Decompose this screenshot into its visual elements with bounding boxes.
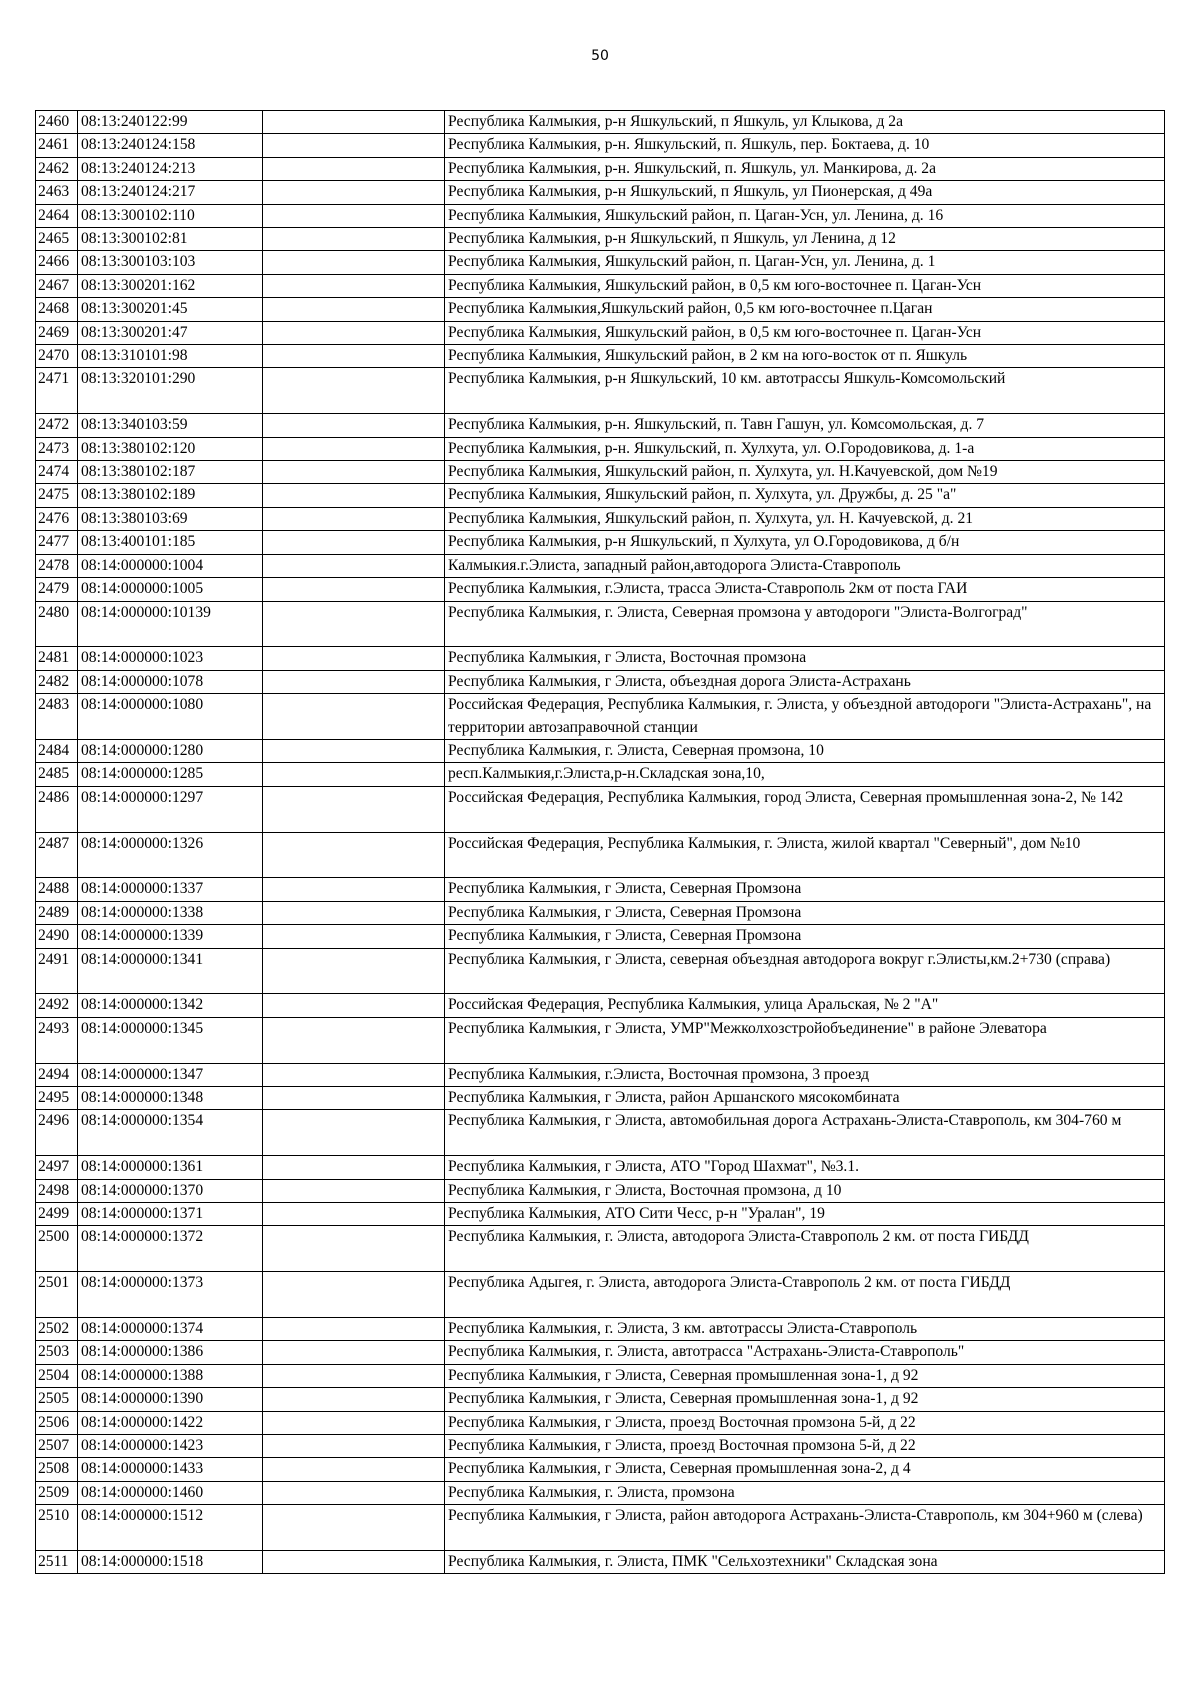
empty-cell [263,345,445,368]
row-number-cell: 2504 [36,1364,78,1387]
table-row [36,925,1165,948]
empty-cell [263,1388,445,1411]
address-cell: Республика Калмыкия, г Элиста, Северная промышленная зона-1, д 92 [445,1388,1165,1411]
table-row [36,321,1165,344]
empty-cell [263,414,445,437]
row-number-cell: 2484 [36,739,78,762]
table-row [36,832,1165,878]
table-row [36,994,1165,1017]
table-row [36,274,1165,297]
empty-cell [263,1505,445,1551]
empty-cell [263,1341,445,1364]
address-cell: Республика Калмыкия, г Элиста, район Аршанского мясокомбината [445,1086,1165,1109]
row-number-cell: 2491 [36,948,78,994]
table-row [36,901,1165,924]
address-cell: Республика Калмыкия, Яшкульский район, п. Хулхута, ул. Н.Качуевской, дом №19 [445,461,1165,484]
cadastral-number-cell: 08:14:000000:1361 [78,1156,263,1179]
cadastral-number-cell: 08:13:380102:187 [78,461,263,484]
empty-cell [263,507,445,530]
address-cell: Республика Калмыкия, г Элиста, Восточная промзона, д 10 [445,1179,1165,1202]
row-number-cell: 2510 [36,1505,78,1551]
empty-cell [263,134,445,157]
empty-cell [263,437,445,460]
address-cell: Республика Калмыкия, г Элиста, Северная промышленная зона-2, д 4 [445,1458,1165,1481]
address-cell: Калмыкия.г.Элиста, западный район,автодорога Элиста-Ставрополь [445,554,1165,577]
table-row [36,228,1165,251]
address-cell: Республика Калмыкия, р-н Яшкульский, п Хулхута, ул О.Городовикова, д б/н [445,531,1165,554]
row-number-cell: 2486 [36,786,78,832]
cadastral-number-cell: 08:14:000000:1433 [78,1458,263,1481]
table-row [36,134,1165,157]
table-row [36,601,1165,647]
table-row [36,1364,1165,1387]
table-row [36,1341,1165,1364]
cadastral-number-cell: 08:13:340103:59 [78,414,263,437]
row-number-cell: 2497 [36,1156,78,1179]
cadastral-number-cell: 08:14:000000:1339 [78,925,263,948]
row-number-cell: 2460 [36,111,78,134]
empty-cell [263,368,445,414]
empty-cell [263,694,445,740]
cadastral-number-cell: 08:14:000000:1280 [78,739,263,762]
cadastral-number-cell: 08:14:000000:1371 [78,1202,263,1225]
empty-cell [263,948,445,994]
table-row [36,948,1165,994]
empty-cell [263,181,445,204]
cadastral-number-cell: 08:14:000000:1460 [78,1481,263,1504]
row-number-cell: 2462 [36,157,78,180]
address-cell: Республика Калмыкия, р-н. Яшкульский, п. Яшкуль, пер. Боктаева, д. 10 [445,134,1165,157]
empty-cell [263,1551,445,1574]
row-number-cell: 2477 [36,531,78,554]
cadastral-number-cell: 08:13:380102:189 [78,484,263,507]
cadastral-number-cell: 08:13:380102:120 [78,437,263,460]
address-cell: Республика Калмыкия, Яшкульский район, в 0,5 км юго-восточнее п. Цаган-Усн [445,274,1165,297]
empty-cell [263,1086,445,1109]
table-row [36,437,1165,460]
cadastral-number-cell: 08:14:000000:1326 [78,832,263,878]
empty-cell [263,1481,445,1504]
address-cell: Республика Калмыкия, г. Элиста, Северная промзона, 10 [445,739,1165,762]
row-number-cell: 2475 [36,484,78,507]
cadastral-number-cell: 08:14:000000:1374 [78,1317,263,1340]
address-cell: Республика Калмыкия, р-н. Яшкульский, п. Хулхута, ул. О.Городовикова, д. 1-а [445,437,1165,460]
row-number-cell: 2505 [36,1388,78,1411]
table-row [36,414,1165,437]
empty-cell [263,111,445,134]
empty-cell [263,321,445,344]
table-row [36,1017,1165,1063]
page-number: 50 [591,48,609,64]
table-row [36,554,1165,577]
row-number-cell: 2474 [36,461,78,484]
empty-cell [263,157,445,180]
table-row [36,1063,1165,1086]
cadastral-number-cell: 08:13:300102:81 [78,228,263,251]
cadastral-number-cell: 08:13:240124:213 [78,157,263,180]
table-row [36,1272,1165,1318]
address-cell: Республика Калмыкия, г.Элиста, Восточная промзона, 3 проезд [445,1063,1165,1086]
row-number-cell: 2500 [36,1226,78,1272]
cadastral-number-cell: 08:14:000000:1341 [78,948,263,994]
address-cell: Республика Калмыкия, г Элиста, проезд Восточная промзона 5-й, д 22 [445,1435,1165,1458]
row-number-cell: 2470 [36,345,78,368]
table-row [36,1086,1165,1109]
cadastral-number-cell: 08:14:000000:1080 [78,694,263,740]
row-number-cell: 2506 [36,1411,78,1434]
empty-cell [263,298,445,321]
address-cell: Республика Калмыкия, г Элиста, АТО "Город Шахмат", №3.1. [445,1156,1165,1179]
empty-cell [263,1317,445,1340]
address-cell: Республика Калмыкия, г Элиста, северная объездная автодорога вокруг г.Элисты,км.2+730 (справа) [445,948,1165,994]
row-number-cell: 2472 [36,414,78,437]
address-cell: Республика Калмыкия, г Элиста, Северная Промзона [445,925,1165,948]
cadastral-number-cell: 08:13:300201:162 [78,274,263,297]
address-cell: Республика Калмыкия, г Элиста, Восточная промзона [445,647,1165,670]
address-cell: респ.Калмыкия,г.Элиста,р-н.Складская зона,10, [445,763,1165,786]
empty-cell [263,670,445,693]
address-cell: Республика Калмыкия, г Элиста, проезд Восточная промзона 5-й, д 22 [445,1411,1165,1434]
cadastral-number-cell: 08:14:000000:1386 [78,1341,263,1364]
empty-cell [263,739,445,762]
row-number-cell: 2483 [36,694,78,740]
cadastral-number-cell: 08:14:000000:1347 [78,1063,263,1086]
address-cell: Республика Калмыкия, Яшкульский район, п. Цаган-Усн, ул. Ленина, д. 16 [445,204,1165,227]
row-number-cell: 2507 [36,1435,78,1458]
row-number-cell: 2498 [36,1179,78,1202]
table-row [36,1388,1165,1411]
address-cell: Республика Калмыкия, р-н Яшкульский, п Яшкуль, ул Клыкова, д 2а [445,111,1165,134]
row-number-cell: 2511 [36,1551,78,1574]
row-number-cell: 2467 [36,274,78,297]
address-cell: Российская Федерация, Республика Калмыкия, улица Аральская, № 2 "А" [445,994,1165,1017]
empty-cell [263,832,445,878]
address-cell: Российская Федерация, Республика Калмыкия, город Элиста, Северная промышленная зона-2, № 142 [445,786,1165,832]
empty-cell [263,251,445,274]
cadastral-number-cell: 08:14:000000:1078 [78,670,263,693]
table-row [36,484,1165,507]
cadastral-number-cell: 08:13:380103:69 [78,507,263,530]
address-cell: Республика Калмыкия, г Элиста, Северная промышленная зона-1, д 92 [445,1364,1165,1387]
table-row [36,1505,1165,1551]
table-row [36,461,1165,484]
address-cell: Республика Калмыкия, г. Элиста, промзона [445,1481,1165,1504]
table-row [36,1226,1165,1272]
row-number-cell: 2487 [36,832,78,878]
table-row [36,1317,1165,1340]
empty-cell [263,601,445,647]
row-number-cell: 2478 [36,554,78,577]
empty-cell [263,878,445,901]
row-number-cell: 2488 [36,878,78,901]
cadastral-number-cell: 08:14:000000:1388 [78,1364,263,1387]
table-row [36,111,1165,134]
cadastral-number-cell: 08:14:000000:1023 [78,647,263,670]
empty-cell [263,925,445,948]
address-cell: Республика Калмыкия, г. Элиста, ПМК "Сельхозтехники" Складская зона [445,1551,1165,1574]
row-number-cell: 2502 [36,1317,78,1340]
empty-cell [263,1411,445,1434]
empty-cell [263,763,445,786]
table-row [36,1551,1165,1574]
address-cell: Российская Федерация, Республика Калмыкия, г. Элиста, у объездной автодороги "Элиста-Астрахань", на территории автозаправочной станции [445,694,1165,740]
row-number-cell: 2476 [36,507,78,530]
address-cell: Республика Калмыкия, р-н Яшкульский, п Яшкуль, ул Пионерская, д 49а [445,181,1165,204]
cadastral-number-cell: 08:13:320101:290 [78,368,263,414]
cadastral-number-cell: 08:13:400101:185 [78,531,263,554]
registry-body [36,111,1165,1574]
cadastral-number-cell: 08:14:000000:1518 [78,1551,263,1574]
empty-cell [263,1364,445,1387]
table-row [36,1110,1165,1156]
table-row [36,1179,1165,1202]
row-number-cell: 2499 [36,1202,78,1225]
table-row [36,1156,1165,1179]
empty-cell [263,786,445,832]
row-number-cell: 2463 [36,181,78,204]
empty-cell [263,461,445,484]
table-row [36,670,1165,693]
empty-cell [263,1272,445,1318]
table-row [36,345,1165,368]
table-row [36,739,1165,762]
table-row [36,181,1165,204]
empty-cell [263,1156,445,1179]
address-cell: Республика Калмыкия, г Элиста, район автодорога Астрахань-Элиста-Ставрополь, км 304+960 м (слева) [445,1505,1165,1551]
table-row [36,647,1165,670]
address-cell: Республика Калмыкия, АТО Сити Чесс, р-н "Уралан", 19 [445,1202,1165,1225]
row-number-cell: 2493 [36,1017,78,1063]
address-cell: Республика Калмыкия, г. Элиста, 3 км. автотрассы Элиста-Ставрополь [445,1317,1165,1340]
cadastral-number-cell: 08:13:240122:99 [78,111,263,134]
empty-cell [263,901,445,924]
empty-cell [263,1110,445,1156]
empty-cell [263,228,445,251]
row-number-cell: 2509 [36,1481,78,1504]
registry-table [35,110,1165,1574]
cadastral-number-cell: 08:14:000000:1338 [78,901,263,924]
row-number-cell: 2482 [36,670,78,693]
table-row [36,878,1165,901]
row-number-cell: 2489 [36,901,78,924]
cadastral-number-cell: 08:13:240124:217 [78,181,263,204]
row-number-cell: 2501 [36,1272,78,1318]
address-cell: Республика Калмыкия, г Элиста, автомобильная дорога Астрахань-Элиста-Ставрополь, км 304-760 м [445,1110,1165,1156]
address-cell: Республика Калмыкия, г. Элиста, автотрасса "Астрахань-Элиста-Ставрополь" [445,1341,1165,1364]
cadastral-number-cell: 08:13:240124:158 [78,134,263,157]
row-number-cell: 2465 [36,228,78,251]
table-row [36,251,1165,274]
row-number-cell: 2471 [36,368,78,414]
cadastral-number-cell: 08:14:000000:1372 [78,1226,263,1272]
row-number-cell: 2480 [36,601,78,647]
table-row [36,786,1165,832]
row-number-cell: 2468 [36,298,78,321]
empty-cell [263,1202,445,1225]
cadastral-number-cell: 08:13:300201:45 [78,298,263,321]
cadastral-number-cell: 08:14:000000:1370 [78,1179,263,1202]
address-cell: Республика Калмыкия, г Элиста, УМР"Межколхозстройобъединение" в районе Элеватора [445,1017,1165,1063]
table-row [36,1481,1165,1504]
address-cell: Республика Калмыкия, Яшкульский район, п. Хулхута, ул. Н. Качуевской, д. 21 [445,507,1165,530]
table-row [36,298,1165,321]
row-number-cell: 2508 [36,1458,78,1481]
table-row [36,1411,1165,1434]
address-cell: Республика Калмыкия, г.Элиста, трасса Элиста-Ставрополь 2км от поста ГАИ [445,578,1165,601]
cadastral-number-cell: 08:14:000000:1337 [78,878,263,901]
row-number-cell: 2494 [36,1063,78,1086]
row-number-cell: 2469 [36,321,78,344]
cadastral-number-cell: 08:14:000000:1348 [78,1086,263,1109]
address-cell: Республика Калмыкия, г Элиста, Северная Промзона [445,878,1165,901]
address-cell: Республика Калмыкия, р-н. Яшкульский, п. Тавн Гашун, ул. Комсомольская, д. 7 [445,414,1165,437]
row-number-cell: 2481 [36,647,78,670]
table-row [36,1202,1165,1225]
row-number-cell: 2495 [36,1086,78,1109]
address-cell: Республика Калмыкия, р-н Яшкульский, п Яшкуль, ул Ленина, д 12 [445,228,1165,251]
cadastral-number-cell: 08:14:000000:1512 [78,1505,263,1551]
row-number-cell: 2492 [36,994,78,1017]
cadastral-number-cell: 08:13:300201:47 [78,321,263,344]
address-cell: Республика Калмыкия, Яшкульский район, п. Хулхута, ул. Дружбы, д. 25 "а" [445,484,1165,507]
empty-cell [263,994,445,1017]
table-row [36,531,1165,554]
table-row [36,507,1165,530]
row-number-cell: 2473 [36,437,78,460]
cadastral-number-cell: 08:14:000000:1285 [78,763,263,786]
table-row [36,1435,1165,1458]
table-row [36,157,1165,180]
address-cell: Республика Калмыкия, Яшкульский район, в 0,5 км юго-восточнее п. Цаган-Усн [445,321,1165,344]
cadastral-number-cell: 08:14:000000:1345 [78,1017,263,1063]
row-number-cell: 2464 [36,204,78,227]
address-cell: Республика Калмыкия, г. Элиста, Северная промзона у автодороги "Элиста-Волгоград" [445,601,1165,647]
cadastral-number-cell: 08:14:000000:10139 [78,601,263,647]
empty-cell [263,484,445,507]
cadastral-number-cell: 08:14:000000:1390 [78,1388,263,1411]
address-cell: Республика Калмыкия, Яшкульский район, п. Цаган-Усн, ул. Ленина, д. 1 [445,251,1165,274]
cadastral-number-cell: 08:13:300103:103 [78,251,263,274]
address-cell: Республика Калмыкия, г Элиста, объездная дорога Элиста-Астрахань [445,670,1165,693]
empty-cell [263,554,445,577]
address-cell: Республика Калмыкия,Яшкульский район, 0,5 км юго-восточнее п.Цаган [445,298,1165,321]
address-cell: Республика Калмыкия, г. Элиста, автодорога Элиста-Ставрополь 2 км. от поста ГИБДД [445,1226,1165,1272]
table-row [36,578,1165,601]
empty-cell [263,578,445,601]
address-cell: Республика Калмыкия, р-н Яшкульский, 10 км. автотрассы Яшкуль-Комсомольский [445,368,1165,414]
empty-cell [263,204,445,227]
cadastral-number-cell: 08:14:000000:1005 [78,578,263,601]
table-row [36,1458,1165,1481]
table-row [36,368,1165,414]
cadastral-number-cell: 08:14:000000:1373 [78,1272,263,1318]
empty-cell [263,531,445,554]
cadastral-number-cell: 08:14:000000:1342 [78,994,263,1017]
cadastral-number-cell: 08:13:300102:110 [78,204,263,227]
row-number-cell: 2496 [36,1110,78,1156]
empty-cell [263,1179,445,1202]
cadastral-number-cell: 08:14:000000:1422 [78,1411,263,1434]
cadastral-number-cell: 08:13:310101:98 [78,345,263,368]
empty-cell [263,1226,445,1272]
address-cell: Российская Федерация, Республика Калмыкия, г. Элиста, жилой квартал "Северный", дом №10 [445,832,1165,878]
address-cell: Республика Калмыкия, р-н. Яшкульский, п. Яшкуль, ул. Манкирова, д. 2а [445,157,1165,180]
cadastral-number-cell: 08:14:000000:1354 [78,1110,263,1156]
cadastral-number-cell: 08:14:000000:1297 [78,786,263,832]
table-row [36,204,1165,227]
empty-cell [263,1017,445,1063]
row-number-cell: 2503 [36,1341,78,1364]
address-cell: Республика Адыгея, г. Элиста, автодорога Элиста-Ставрополь 2 км. от поста ГИБДД [445,1272,1165,1318]
row-number-cell: 2466 [36,251,78,274]
empty-cell [263,274,445,297]
row-number-cell: 2479 [36,578,78,601]
cadastral-number-cell: 08:14:000000:1423 [78,1435,263,1458]
cadastral-number-cell: 08:14:000000:1004 [78,554,263,577]
table-row [36,694,1165,740]
empty-cell [263,1458,445,1481]
address-cell: Республика Калмыкия, Яшкульский район, в 2 км на юго-восток от п. Яшкуль [445,345,1165,368]
empty-cell [263,647,445,670]
empty-cell [263,1435,445,1458]
empty-cell [263,1063,445,1086]
address-cell: Республика Калмыкия, г Элиста, Северная Промзона [445,901,1165,924]
row-number-cell: 2485 [36,763,78,786]
row-number-cell: 2461 [36,134,78,157]
table-row [36,763,1165,786]
row-number-cell: 2490 [36,925,78,948]
